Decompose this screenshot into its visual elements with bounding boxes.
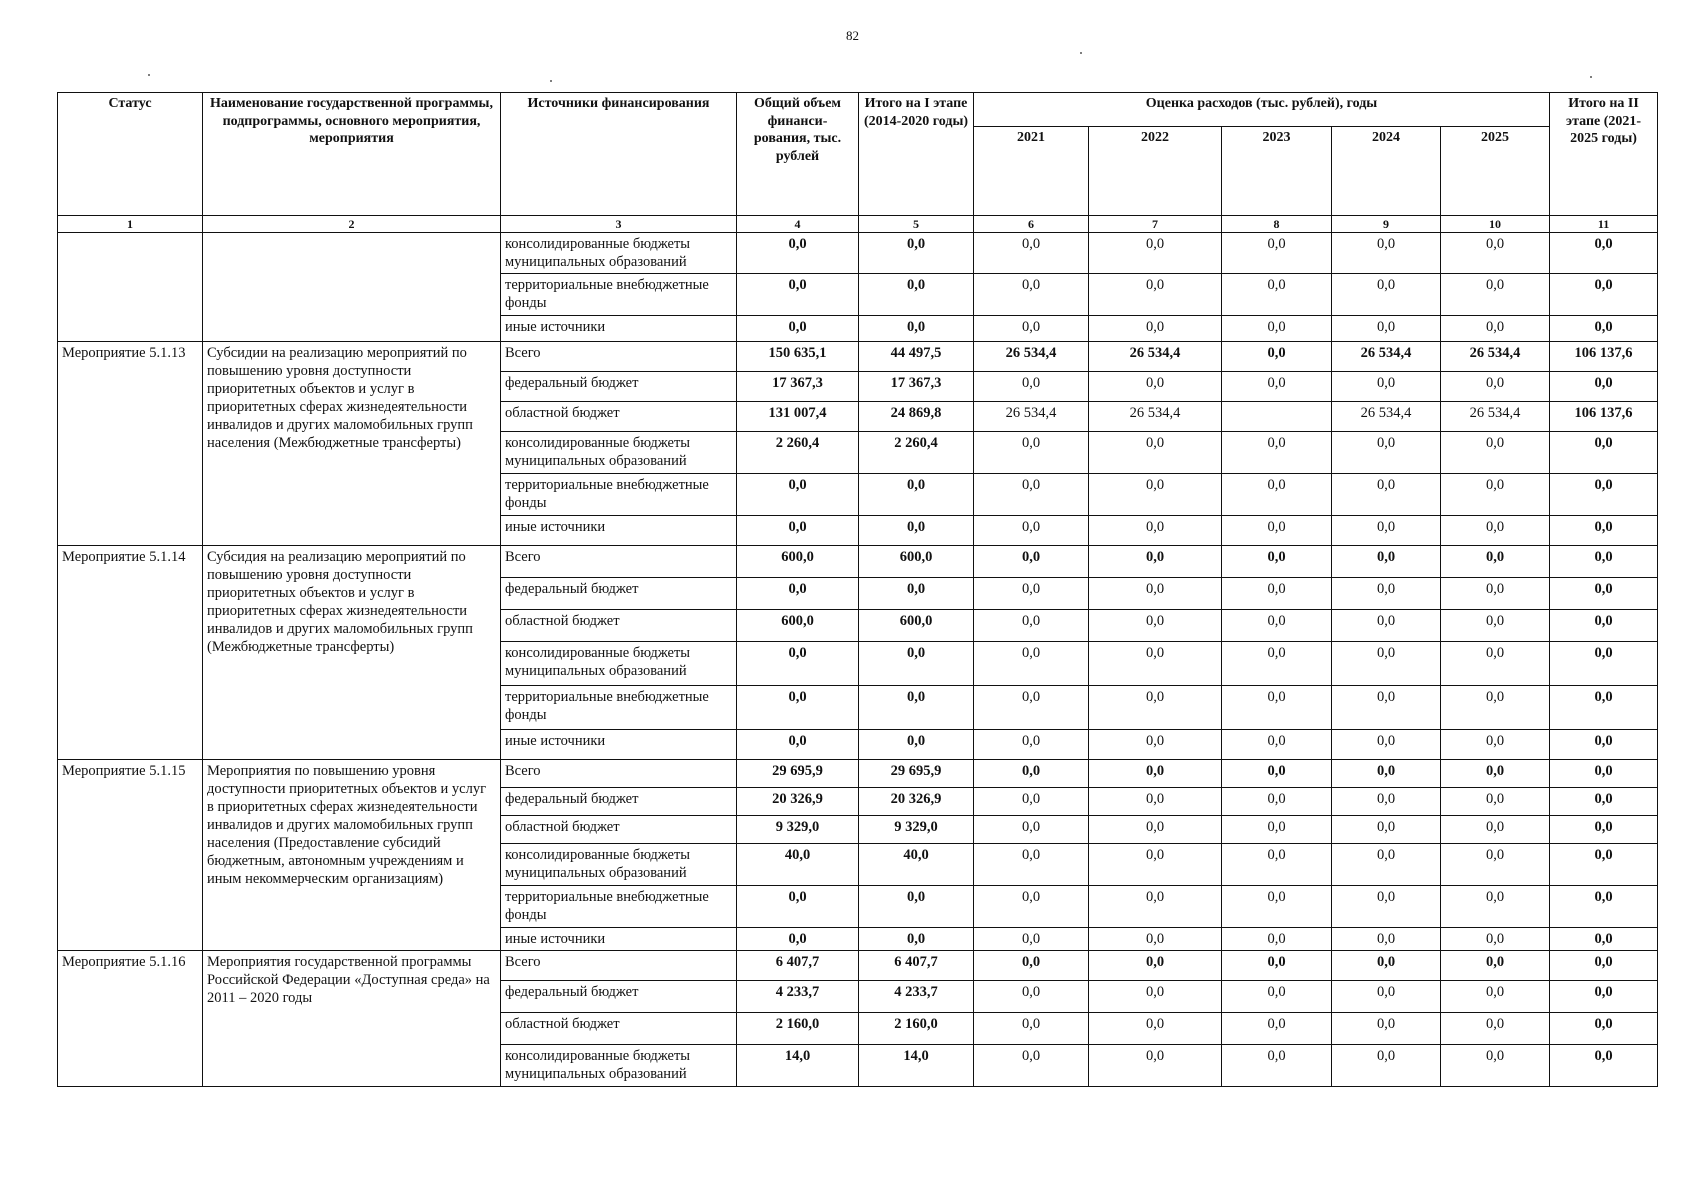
column-number: 4: [737, 216, 859, 233]
status-cell: Мероприятие 5.1.16: [58, 950, 203, 1086]
value-cell: 0,0: [1222, 685, 1332, 729]
value-cell: 0,0: [1550, 787, 1658, 815]
header-stage1: Итого на I этапе (2014-2020 годы): [859, 93, 974, 216]
value-cell: 0,0: [1332, 431, 1441, 473]
value-cell: 0,0: [737, 885, 859, 927]
value-cell: 0,0: [974, 759, 1089, 787]
status-cell: Мероприятие 5.1.15: [58, 759, 203, 950]
value-cell: 0,0: [859, 577, 974, 609]
value-cell: 0,0: [1332, 980, 1441, 1012]
source-cell: консолидированные бюджеты муниципальных образований: [501, 1044, 737, 1086]
source-cell: федеральный бюджет: [501, 980, 737, 1012]
source-cell: Всего: [501, 545, 737, 577]
value-cell: 26 534,4: [1332, 401, 1441, 431]
source-cell: территориальные внебюджетные фонды: [501, 274, 737, 315]
value-cell: 0,0: [1332, 729, 1441, 759]
value-cell: 0,0: [737, 315, 859, 341]
value-cell: 40,0: [737, 843, 859, 885]
value-cell: 0,0: [1550, 729, 1658, 759]
value-cell: 0,0: [1089, 1012, 1222, 1044]
value-cell: 0,0: [859, 641, 974, 685]
value-cell: 0,0: [1550, 885, 1658, 927]
value-cell: 0,0: [974, 815, 1089, 843]
source-cell: областной бюджет: [501, 815, 737, 843]
value-cell: 0,0: [974, 545, 1089, 577]
value-cell: 0,0: [1089, 950, 1222, 980]
value-cell: 106 137,6: [1550, 341, 1658, 371]
value-cell: 0,0: [1089, 274, 1222, 315]
value-cell: 24 869,8: [859, 401, 974, 431]
value-cell: 29 695,9: [859, 759, 974, 787]
value-cell: 0,0: [1550, 1012, 1658, 1044]
value-cell: 0,0: [1222, 787, 1332, 815]
value-cell: 6 407,7: [737, 950, 859, 980]
value-cell: 29 695,9: [737, 759, 859, 787]
value-cell: 0,0: [1550, 577, 1658, 609]
table-row: [58, 233, 1658, 274]
header-estimate: Оценка расходов (тыс. рублей), годы: [974, 93, 1550, 127]
value-cell: 0,0: [1222, 1044, 1332, 1086]
column-number: 5: [859, 216, 974, 233]
source-cell: Всего: [501, 341, 737, 371]
value-cell: 0,0: [1089, 787, 1222, 815]
value-cell: 0,0: [1222, 315, 1332, 341]
source-cell: иные источники: [501, 315, 737, 341]
value-cell: 0,0: [1222, 431, 1332, 473]
value-cell: 0,0: [1089, 685, 1222, 729]
header-year: 2023: [1222, 127, 1332, 216]
column-number: 8: [1222, 216, 1332, 233]
value-cell: 0,0: [1332, 515, 1441, 545]
value-cell: 0,0: [859, 885, 974, 927]
source-cell: консолидированные бюджеты муниципальных образований: [501, 843, 737, 885]
scan-speck: [1080, 52, 1082, 54]
value-cell: 0,0: [1089, 980, 1222, 1012]
scan-speck: [148, 74, 150, 76]
value-cell: 0,0: [1441, 371, 1550, 401]
value-cell: 0,0: [1089, 759, 1222, 787]
value-cell: 0,0: [1332, 787, 1441, 815]
header-year: 2022: [1089, 127, 1222, 216]
source-cell: Всего: [501, 950, 737, 980]
activity-name-cell: Субсидия на реализацию мероприятий по повышению уровня доступности приоритетных объектов и услуг в приоритетных сферах жизнедеятельности инвалидов и других маломобильных групп (Межбюджетные трансферты): [203, 545, 501, 759]
value-cell: 131 007,4: [737, 401, 859, 431]
value-cell: 0,0: [974, 371, 1089, 401]
value-cell: 600,0: [737, 545, 859, 577]
value-cell: 0,0: [1332, 577, 1441, 609]
value-cell: 26 534,4: [1089, 341, 1222, 371]
value-cell: 0,0: [1550, 950, 1658, 980]
value-cell: 0,0: [1089, 843, 1222, 885]
value-cell: 0,0: [1222, 843, 1332, 885]
value-cell: 0,0: [974, 274, 1089, 315]
value-cell: 0,0: [974, 515, 1089, 545]
column-number: 2: [203, 216, 501, 233]
value-cell: 0,0: [1222, 759, 1332, 787]
source-cell: федеральный бюджет: [501, 787, 737, 815]
value-cell: 0,0: [1550, 759, 1658, 787]
value-cell: 600,0: [737, 609, 859, 641]
value-cell: 0,0: [1222, 729, 1332, 759]
financing-table: [57, 92, 1658, 1087]
value-cell: 0,0: [974, 641, 1089, 685]
column-number: 6: [974, 216, 1089, 233]
value-cell: 0,0: [1332, 609, 1441, 641]
status-cell: Мероприятие 5.1.13: [58, 341, 203, 545]
activity-name-cell: Мероприятия по повышению уровня доступности приоритетных объектов и услуг в приоритетных сферах жизнедеятельности инвалидов и других маломобильных групп населения (Предоставление субсидий бюджетным, автономным учреждениям и иным некоммерческим организациям): [203, 759, 501, 950]
value-cell: 2 160,0: [859, 1012, 974, 1044]
value-cell: 0,0: [974, 927, 1089, 950]
value-cell: 0,0: [1441, 577, 1550, 609]
table-row: [58, 341, 1658, 371]
value-cell: 0,0: [1441, 685, 1550, 729]
value-cell: 0,0: [1550, 843, 1658, 885]
value-cell: 0,0: [1332, 685, 1441, 729]
value-cell: 0,0: [1332, 1044, 1441, 1086]
value-cell: 0,0: [737, 233, 859, 274]
value-cell: 0,0: [859, 685, 974, 729]
source-cell: территориальные внебюджетные фонды: [501, 685, 737, 729]
value-cell: 0,0: [1441, 1012, 1550, 1044]
column-number: 11: [1550, 216, 1658, 233]
value-cell: 9 329,0: [859, 815, 974, 843]
value-cell: 0,0: [1441, 950, 1550, 980]
column-number: 7: [1089, 216, 1222, 233]
value-cell: 0,0: [974, 685, 1089, 729]
value-cell: 0,0: [1332, 885, 1441, 927]
value-cell: 0,0: [737, 685, 859, 729]
value-cell: 2 260,4: [859, 431, 974, 473]
value-cell: 0,0: [1550, 371, 1658, 401]
value-cell: 0,0: [974, 233, 1089, 274]
value-cell: 26 534,4: [1332, 341, 1441, 371]
value-cell: 0,0: [1332, 274, 1441, 315]
value-cell: 0,0: [974, 315, 1089, 341]
value-cell: 600,0: [859, 545, 974, 577]
header-total: Общий объем финанси-рования, тыс. рублей: [737, 93, 859, 216]
value-cell: 0,0: [737, 577, 859, 609]
value-cell: 0,0: [1441, 473, 1550, 515]
value-cell: 0,0: [1550, 815, 1658, 843]
value-cell: 0,0: [1550, 1044, 1658, 1086]
value-cell: 0,0: [1222, 515, 1332, 545]
value-cell: 106 137,6: [1550, 401, 1658, 431]
value-cell: 0,0: [974, 787, 1089, 815]
value-cell: 0,0: [1089, 233, 1222, 274]
value-cell: 26 534,4: [1441, 401, 1550, 431]
value-cell: 0,0: [1441, 315, 1550, 341]
value-cell: 0,0: [1089, 545, 1222, 577]
value-cell: 0,0: [737, 729, 859, 759]
value-cell: 6 407,7: [859, 950, 974, 980]
value-cell: 0,0: [1089, 885, 1222, 927]
value-cell: 0,0: [1089, 431, 1222, 473]
value-cell: 0,0: [1441, 787, 1550, 815]
value-cell: 0,0: [1441, 927, 1550, 950]
header-year: 2025: [1441, 127, 1550, 216]
column-number: 10: [1441, 216, 1550, 233]
source-cell: иные источники: [501, 729, 737, 759]
source-cell: федеральный бюджет: [501, 371, 737, 401]
value-cell: 0,0: [1222, 885, 1332, 927]
value-cell: 0,0: [1332, 950, 1441, 980]
value-cell: 20 326,9: [737, 787, 859, 815]
source-cell: областной бюджет: [501, 1012, 737, 1044]
value-cell: 0,0: [859, 927, 974, 950]
value-cell: 0,0: [1222, 641, 1332, 685]
source-cell: иные источники: [501, 515, 737, 545]
value-cell: 0,0: [1089, 315, 1222, 341]
value-cell: 0,0: [1332, 315, 1441, 341]
value-cell: 0,0: [1441, 843, 1550, 885]
value-cell: 0,0: [1332, 233, 1441, 274]
value-cell: 0,0: [1332, 1012, 1441, 1044]
value-cell: 0,0: [1332, 759, 1441, 787]
value-cell: 0,0: [1089, 473, 1222, 515]
value-cell: 0,0: [1089, 515, 1222, 545]
value-cell: 600,0: [859, 609, 974, 641]
value-cell: 14,0: [737, 1044, 859, 1086]
source-cell: консолидированные бюджеты муниципальных образований: [501, 641, 737, 685]
value-cell: 0,0: [1441, 815, 1550, 843]
table-row: [58, 950, 1658, 980]
value-cell: 26 534,4: [1441, 341, 1550, 371]
value-cell: 0,0: [974, 1044, 1089, 1086]
source-cell: областной бюджет: [501, 401, 737, 431]
value-cell: 0,0: [974, 609, 1089, 641]
value-cell: 0,0: [1222, 609, 1332, 641]
value-cell: 0,0: [974, 473, 1089, 515]
value-cell: 0,0: [1332, 545, 1441, 577]
value-cell: 0,0: [1222, 274, 1332, 315]
value-cell: 0,0: [1089, 927, 1222, 950]
value-cell: 0,0: [974, 1012, 1089, 1044]
source-cell: иные источники: [501, 927, 737, 950]
value-cell: [1222, 401, 1332, 431]
status-cell: Мероприятие 5.1.14: [58, 545, 203, 759]
value-cell: 0,0: [1441, 729, 1550, 759]
column-number: 3: [501, 216, 737, 233]
value-cell: 0,0: [737, 274, 859, 315]
value-cell: 0,0: [859, 274, 974, 315]
value-cell: 0,0: [1441, 980, 1550, 1012]
scan-speck: [550, 80, 552, 82]
header-name: Наименование государственной программы, подпрограммы, основного мероприятия, мероприятия: [203, 93, 501, 216]
value-cell: 0,0: [1332, 641, 1441, 685]
value-cell: 0,0: [1441, 609, 1550, 641]
value-cell: 0,0: [1222, 545, 1332, 577]
value-cell: 0,0: [1089, 641, 1222, 685]
source-cell: федеральный бюджет: [501, 577, 737, 609]
value-cell: 0,0: [974, 950, 1089, 980]
header-year: 2024: [1332, 127, 1441, 216]
value-cell: 0,0: [1089, 1044, 1222, 1086]
value-cell: 44 497,5: [859, 341, 974, 371]
value-cell: 0,0: [1222, 950, 1332, 980]
value-cell: 0,0: [1441, 274, 1550, 315]
value-cell: 0,0: [1332, 815, 1441, 843]
value-cell: 0,0: [1441, 1044, 1550, 1086]
value-cell: 0,0: [737, 473, 859, 515]
value-cell: 0,0: [974, 729, 1089, 759]
value-cell: 0,0: [1222, 577, 1332, 609]
value-cell: 0,0: [1222, 341, 1332, 371]
value-cell: 0,0: [1550, 233, 1658, 274]
column-number: 1: [58, 216, 203, 233]
value-cell: 0,0: [974, 577, 1089, 609]
value-cell: 150 635,1: [737, 341, 859, 371]
header-stage2: Итого на II этапе (2021-2025 годы): [1550, 93, 1658, 216]
value-cell: 0,0: [1441, 641, 1550, 685]
source-cell: территориальные внебюджетные фонды: [501, 885, 737, 927]
value-cell: 0,0: [1222, 371, 1332, 401]
value-cell: 0,0: [1550, 927, 1658, 950]
value-cell: 0,0: [1089, 609, 1222, 641]
value-cell: 0,0: [974, 843, 1089, 885]
value-cell: 0,0: [737, 641, 859, 685]
value-cell: 17 367,3: [737, 371, 859, 401]
value-cell: 0,0: [1332, 473, 1441, 515]
value-cell: 40,0: [859, 843, 974, 885]
value-cell: 0,0: [1550, 685, 1658, 729]
value-cell: 0,0: [1550, 473, 1658, 515]
value-cell: 0,0: [1441, 431, 1550, 473]
value-cell: 0,0: [1332, 371, 1441, 401]
value-cell: 4 233,7: [859, 980, 974, 1012]
header-status: Статус: [58, 93, 203, 216]
activity-name-cell: Субсидии на реализацию мероприятий по повышению уровня доступности приоритетных объектов и услуг в приоритетных сферах жизнедеятельности инвалидов и других маломобильных групп населения (Межбюджетные трансферты): [203, 341, 501, 545]
value-cell: 0,0: [859, 233, 974, 274]
value-cell: 0,0: [1222, 473, 1332, 515]
value-cell: 0,0: [737, 515, 859, 545]
value-cell: 2 160,0: [737, 1012, 859, 1044]
source-cell: Всего: [501, 759, 737, 787]
value-cell: 0,0: [859, 315, 974, 341]
value-cell: 0,0: [1550, 545, 1658, 577]
value-cell: 0,0: [737, 927, 859, 950]
activity-name-cell: [203, 233, 501, 342]
value-cell: 0,0: [1441, 545, 1550, 577]
value-cell: 0,0: [974, 885, 1089, 927]
value-cell: 26 534,4: [974, 341, 1089, 371]
header-sources: Источники финансирования: [501, 93, 737, 216]
scan-speck: [1590, 76, 1592, 78]
value-cell: 9 329,0: [737, 815, 859, 843]
value-cell: 0,0: [1222, 233, 1332, 274]
value-cell: 4 233,7: [737, 980, 859, 1012]
value-cell: 0,0: [1441, 759, 1550, 787]
value-cell: 0,0: [859, 515, 974, 545]
value-cell: 0,0: [1441, 885, 1550, 927]
value-cell: 0,0: [1550, 274, 1658, 315]
column-number: 9: [1332, 216, 1441, 233]
source-cell: областной бюджет: [501, 609, 737, 641]
page-number: 82: [846, 28, 859, 43]
value-cell: 0,0: [1332, 843, 1441, 885]
value-cell: 0,0: [974, 431, 1089, 473]
value-cell: 0,0: [1550, 515, 1658, 545]
value-cell: 2 260,4: [737, 431, 859, 473]
value-cell: 0,0: [1550, 315, 1658, 341]
value-cell: 0,0: [1550, 431, 1658, 473]
value-cell: 0,0: [1089, 815, 1222, 843]
source-cell: консолидированные бюджеты муниципальных образований: [501, 233, 737, 274]
value-cell: 20 326,9: [859, 787, 974, 815]
value-cell: 26 534,4: [1089, 401, 1222, 431]
value-cell: 0,0: [1222, 980, 1332, 1012]
value-cell: 0,0: [1441, 515, 1550, 545]
value-cell: 0,0: [1332, 927, 1441, 950]
table-row: [58, 545, 1658, 577]
table-row: [58, 759, 1658, 787]
value-cell: 0,0: [1089, 371, 1222, 401]
value-cell: 0,0: [1441, 233, 1550, 274]
value-cell: 0,0: [1222, 927, 1332, 950]
value-cell: 0,0: [859, 729, 974, 759]
value-cell: 14,0: [859, 1044, 974, 1086]
value-cell: 0,0: [1550, 609, 1658, 641]
value-cell: 0,0: [1222, 815, 1332, 843]
value-cell: 26 534,4: [974, 401, 1089, 431]
value-cell: 17 367,3: [859, 371, 974, 401]
value-cell: 0,0: [859, 473, 974, 515]
source-cell: консолидированные бюджеты муниципальных образований: [501, 431, 737, 473]
value-cell: 0,0: [1550, 641, 1658, 685]
status-cell: [58, 233, 203, 342]
source-cell: территориальные внебюджетные фонды: [501, 473, 737, 515]
value-cell: 0,0: [1550, 980, 1658, 1012]
value-cell: 0,0: [1222, 1012, 1332, 1044]
value-cell: 0,0: [974, 980, 1089, 1012]
column-numbers-row: [58, 216, 1658, 233]
value-cell: 0,0: [1089, 729, 1222, 759]
activity-name-cell: Мероприятия государственной программы Российской Федерации «Доступная среда» на 2011 – 2020 годы: [203, 950, 501, 1086]
value-cell: 0,0: [1089, 577, 1222, 609]
header-year: 2021: [974, 127, 1089, 216]
